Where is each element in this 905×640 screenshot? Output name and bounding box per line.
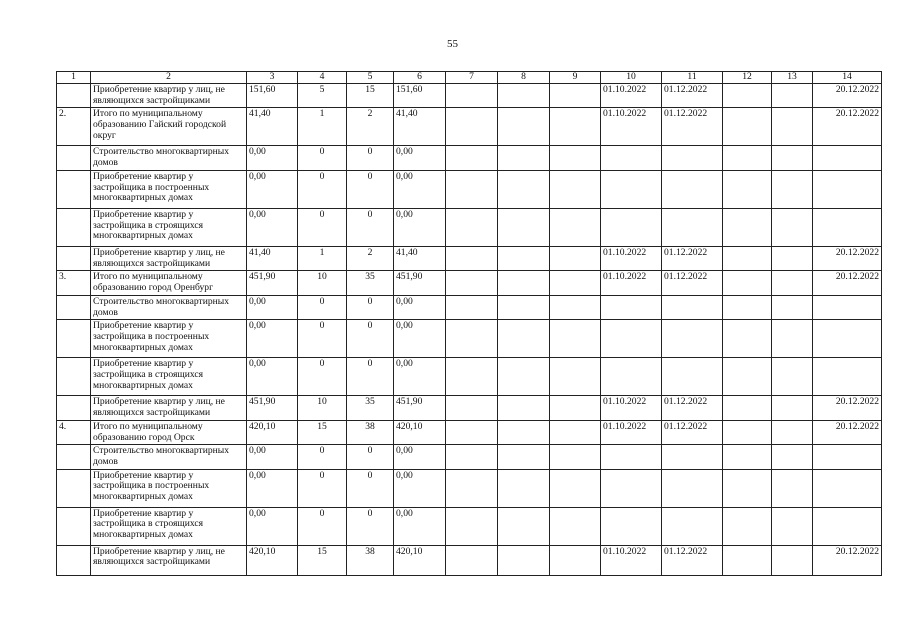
cell-persons: 35 xyxy=(347,396,394,420)
cell-date-final: 20.12.2022 xyxy=(813,396,882,420)
cell-date-end xyxy=(662,208,723,246)
cell-col-12 xyxy=(723,108,772,146)
cell-amount: 151,60 xyxy=(247,84,298,108)
cell-persons: 0 xyxy=(347,445,394,469)
cell-date-final: 20.12.2022 xyxy=(813,108,882,146)
cell-date-final: 20.12.2022 xyxy=(813,271,882,295)
cell-col-9 xyxy=(550,507,601,545)
row-index xyxy=(57,545,91,575)
cell-persons: 38 xyxy=(347,545,394,575)
cell-col-8 xyxy=(498,396,550,420)
cell-col-8 xyxy=(498,507,550,545)
cell-col-13 xyxy=(772,469,813,507)
cell-col-12 xyxy=(723,445,772,469)
cell-amount: 0,00 xyxy=(247,445,298,469)
cell-col-7 xyxy=(446,320,498,358)
row-index xyxy=(57,445,91,469)
column-number-2: 2 xyxy=(91,72,247,84)
cell-date-final: 20.12.2022 xyxy=(813,84,882,108)
cell-col-7 xyxy=(446,271,498,295)
column-number-3: 3 xyxy=(247,72,298,84)
cell-date-start xyxy=(601,507,662,545)
cell-date-final xyxy=(813,358,882,396)
table-row xyxy=(57,146,882,170)
cell-date-final xyxy=(813,320,882,358)
cell-amount-total: 0,00 xyxy=(394,469,446,507)
cell-count: 0 xyxy=(298,445,347,469)
cell-date-end xyxy=(662,146,723,170)
cell-col-8 xyxy=(498,420,550,444)
cell-date-final: 20.12.2022 xyxy=(813,246,882,270)
row-description: Приобретение квартир у застройщика в построенных многоквартирных домах xyxy=(91,320,247,358)
table-row xyxy=(57,469,882,507)
cell-persons: 35 xyxy=(347,271,394,295)
cell-persons: 0 xyxy=(347,358,394,396)
cell-col-13 xyxy=(772,420,813,444)
row-index xyxy=(57,507,91,545)
cell-date-end xyxy=(662,295,723,319)
table-row xyxy=(57,396,882,420)
cell-col-9 xyxy=(550,170,601,208)
cell-col-7 xyxy=(446,507,498,545)
column-number-14: 14 xyxy=(813,72,882,84)
column-number-6: 6 xyxy=(394,72,446,84)
cell-amount: 0,00 xyxy=(247,507,298,545)
cell-date-end: 01.12.2022 xyxy=(662,84,723,108)
cell-persons: 0 xyxy=(347,146,394,170)
cell-col-13 xyxy=(772,545,813,575)
cell-col-12 xyxy=(723,545,772,575)
cell-date-start: 01.10.2022 xyxy=(601,108,662,146)
cell-col-7 xyxy=(446,469,498,507)
cell-date-final xyxy=(813,170,882,208)
cell-col-8 xyxy=(498,271,550,295)
cell-col-8 xyxy=(498,246,550,270)
cell-col-13 xyxy=(772,108,813,146)
cell-date-start xyxy=(601,358,662,396)
cell-col-9 xyxy=(550,445,601,469)
cell-col-13 xyxy=(772,295,813,319)
cell-amount: 0,00 xyxy=(247,469,298,507)
column-number-12: 12 xyxy=(723,72,772,84)
cell-col-13 xyxy=(772,208,813,246)
page-number: 55 xyxy=(447,38,458,50)
cell-col-7 xyxy=(446,545,498,575)
cell-amount-total: 420,10 xyxy=(394,545,446,575)
cell-amount-total: 0,00 xyxy=(394,445,446,469)
row-description: Итого по муниципальному образованию город Орск xyxy=(91,420,247,444)
cell-col-7 xyxy=(446,396,498,420)
table-row xyxy=(57,445,882,469)
row-description: Приобретение квартир у застройщика в построенных многоквартирных домах xyxy=(91,469,247,507)
cell-col-8 xyxy=(498,208,550,246)
column-number-13: 13 xyxy=(772,72,813,84)
cell-col-7 xyxy=(446,146,498,170)
cell-date-end: 01.12.2022 xyxy=(662,420,723,444)
cell-col-12 xyxy=(723,84,772,108)
table-row xyxy=(57,320,882,358)
cell-date-start: 01.10.2022 xyxy=(601,84,662,108)
cell-date-start: 01.10.2022 xyxy=(601,545,662,575)
cell-date-start xyxy=(601,445,662,469)
cell-date-end: 01.12.2022 xyxy=(662,545,723,575)
cell-persons: 0 xyxy=(347,170,394,208)
cell-col-12 xyxy=(723,295,772,319)
cell-amount-total: 41,40 xyxy=(394,108,446,146)
column-number-header xyxy=(57,72,882,84)
cell-col-12 xyxy=(723,320,772,358)
cell-amount-total: 0,00 xyxy=(394,146,446,170)
column-number-11: 11 xyxy=(662,72,723,84)
cell-col-13 xyxy=(772,507,813,545)
row-index xyxy=(57,170,91,208)
cell-col-12 xyxy=(723,146,772,170)
cell-date-end xyxy=(662,469,723,507)
cell-col-8 xyxy=(498,545,550,575)
row-index xyxy=(57,320,91,358)
cell-count: 0 xyxy=(298,146,347,170)
cell-date-start xyxy=(601,208,662,246)
cell-amount-total: 0,00 xyxy=(394,358,446,396)
row-index xyxy=(57,146,91,170)
table-row xyxy=(57,208,882,246)
column-number-1: 1 xyxy=(57,72,91,84)
cell-date-end xyxy=(662,170,723,208)
column-number-5: 5 xyxy=(347,72,394,84)
table-row xyxy=(57,271,882,295)
cell-date-start: 01.10.2022 xyxy=(601,271,662,295)
cell-col-9 xyxy=(550,420,601,444)
cell-persons: 0 xyxy=(347,469,394,507)
cell-amount: 0,00 xyxy=(247,295,298,319)
row-index: 4. xyxy=(57,420,91,444)
cell-amount-total: 0,00 xyxy=(394,507,446,545)
row-description: Приобретение квартир у застройщика в построенных многоквартирных домах xyxy=(91,170,247,208)
cell-count: 15 xyxy=(298,420,347,444)
column-number-4: 4 xyxy=(298,72,347,84)
row-index xyxy=(57,246,91,270)
cell-count: 0 xyxy=(298,358,347,396)
row-description: Строительство многоквартирных домов xyxy=(91,295,247,319)
cell-col-9 xyxy=(550,208,601,246)
cell-persons: 15 xyxy=(347,84,394,108)
column-number-9: 9 xyxy=(550,72,601,84)
row-index: 2. xyxy=(57,108,91,146)
table-row xyxy=(57,170,882,208)
cell-amount-total: 0,00 xyxy=(394,295,446,319)
cell-col-7 xyxy=(446,208,498,246)
cell-col-9 xyxy=(550,146,601,170)
cell-col-9 xyxy=(550,84,601,108)
cell-persons: 0 xyxy=(347,320,394,358)
row-index xyxy=(57,208,91,246)
table-body xyxy=(57,84,882,576)
cell-col-8 xyxy=(498,469,550,507)
cell-date-final xyxy=(813,208,882,246)
cell-col-12 xyxy=(723,208,772,246)
cell-col-12 xyxy=(723,420,772,444)
table-row xyxy=(57,545,882,575)
row-index xyxy=(57,358,91,396)
cell-col-13 xyxy=(772,358,813,396)
cell-date-end: 01.12.2022 xyxy=(662,246,723,270)
cell-persons: 0 xyxy=(347,295,394,319)
cell-date-end: 01.12.2022 xyxy=(662,271,723,295)
cell-col-9 xyxy=(550,469,601,507)
cell-amount-total: 420,10 xyxy=(394,420,446,444)
cell-col-9 xyxy=(550,320,601,358)
row-index xyxy=(57,295,91,319)
cell-col-9 xyxy=(550,295,601,319)
cell-amount: 0,00 xyxy=(247,208,298,246)
row-description: Приобретение квартир у лиц, не являющихся застройщиками xyxy=(91,84,247,108)
cell-count: 10 xyxy=(298,396,347,420)
row-description: Итого по муниципальному образованию Гайский городской округ xyxy=(91,108,247,146)
row-description: Приобретение квартир у лиц, не являющихся застройщиками xyxy=(91,246,247,270)
cell-col-12 xyxy=(723,271,772,295)
table-row xyxy=(57,295,882,319)
cell-date-final xyxy=(813,445,882,469)
cell-count: 15 xyxy=(298,545,347,575)
row-description: Приобретение квартир у застройщика в строящихся многоквартирных домах xyxy=(91,358,247,396)
column-number-8: 8 xyxy=(498,72,550,84)
table-row xyxy=(57,420,882,444)
cell-date-final xyxy=(813,469,882,507)
cell-col-8 xyxy=(498,108,550,146)
cell-col-7 xyxy=(446,445,498,469)
cell-date-start xyxy=(601,170,662,208)
table-row xyxy=(57,358,882,396)
cell-col-13 xyxy=(772,84,813,108)
cell-col-13 xyxy=(772,170,813,208)
cell-persons: 2 xyxy=(347,108,394,146)
cell-col-8 xyxy=(498,445,550,469)
cell-col-8 xyxy=(498,170,550,208)
cell-col-12 xyxy=(723,246,772,270)
cell-date-start: 01.10.2022 xyxy=(601,246,662,270)
cell-amount-total: 41,40 xyxy=(394,246,446,270)
cell-col-9 xyxy=(550,396,601,420)
cell-date-final xyxy=(813,146,882,170)
cell-col-13 xyxy=(772,146,813,170)
row-description: Итого по муниципальному образованию город Оренбург xyxy=(91,271,247,295)
cell-amount: 41,40 xyxy=(247,108,298,146)
cell-count: 0 xyxy=(298,170,347,208)
cell-col-7 xyxy=(446,295,498,319)
cell-amount: 451,90 xyxy=(247,271,298,295)
cell-amount-total: 151,60 xyxy=(394,84,446,108)
data-table xyxy=(56,71,882,576)
cell-col-8 xyxy=(498,84,550,108)
cell-col-13 xyxy=(772,396,813,420)
cell-col-12 xyxy=(723,396,772,420)
cell-count: 1 xyxy=(298,108,347,146)
column-number-10: 10 xyxy=(601,72,662,84)
cell-date-end: 01.12.2022 xyxy=(662,108,723,146)
cell-col-9 xyxy=(550,108,601,146)
row-index xyxy=(57,396,91,420)
cell-date-start: 01.10.2022 xyxy=(601,420,662,444)
cell-col-8 xyxy=(498,358,550,396)
cell-count: 0 xyxy=(298,469,347,507)
cell-date-final xyxy=(813,295,882,319)
cell-col-9 xyxy=(550,358,601,396)
cell-count: 10 xyxy=(298,271,347,295)
cell-date-final xyxy=(813,507,882,545)
cell-amount-total: 0,00 xyxy=(394,170,446,208)
cell-date-end xyxy=(662,358,723,396)
row-description: Строительство многоквартирных домов xyxy=(91,146,247,170)
cell-count: 0 xyxy=(298,507,347,545)
row-description: Строительство многоквартирных домов xyxy=(91,445,247,469)
column-number-7: 7 xyxy=(446,72,498,84)
cell-date-start xyxy=(601,320,662,358)
cell-amount: 41,40 xyxy=(247,246,298,270)
cell-persons: 38 xyxy=(347,420,394,444)
cell-date-start xyxy=(601,295,662,319)
cell-amount: 420,10 xyxy=(247,420,298,444)
cell-col-7 xyxy=(446,170,498,208)
row-description: Приобретение квартир у лиц, не являющихся застройщиками xyxy=(91,545,247,575)
cell-amount-total: 451,90 xyxy=(394,396,446,420)
cell-col-8 xyxy=(498,295,550,319)
cell-amount-total: 0,00 xyxy=(394,320,446,358)
cell-count: 0 xyxy=(298,208,347,246)
cell-amount: 420,10 xyxy=(247,545,298,575)
cell-date-end xyxy=(662,445,723,469)
cell-count: 5 xyxy=(298,84,347,108)
cell-date-final: 20.12.2022 xyxy=(813,545,882,575)
table-row xyxy=(57,108,882,146)
cell-amount: 0,00 xyxy=(247,146,298,170)
cell-col-13 xyxy=(772,445,813,469)
row-description: Приобретение квартир у застройщика в строящихся многоквартирных домах xyxy=(91,208,247,246)
cell-col-7 xyxy=(446,108,498,146)
cell-date-start: 01.10.2022 xyxy=(601,396,662,420)
table-row xyxy=(57,246,882,270)
cell-count: 1 xyxy=(298,246,347,270)
cell-amount: 451,90 xyxy=(247,396,298,420)
cell-col-9 xyxy=(550,246,601,270)
cell-amount: 0,00 xyxy=(247,320,298,358)
cell-date-end: 01.12.2022 xyxy=(662,396,723,420)
cell-count: 0 xyxy=(298,320,347,358)
cell-date-end xyxy=(662,320,723,358)
cell-col-7 xyxy=(446,420,498,444)
row-description: Приобретение квартир у лиц, не являющихся застройщиками xyxy=(91,396,247,420)
cell-col-12 xyxy=(723,170,772,208)
cell-col-13 xyxy=(772,271,813,295)
cell-col-7 xyxy=(446,358,498,396)
table-row xyxy=(57,84,882,108)
cell-col-13 xyxy=(772,320,813,358)
cell-col-8 xyxy=(498,146,550,170)
cell-col-9 xyxy=(550,545,601,575)
cell-date-end xyxy=(662,507,723,545)
cell-persons: 0 xyxy=(347,208,394,246)
cell-col-12 xyxy=(723,358,772,396)
cell-persons: 2 xyxy=(347,246,394,270)
cell-amount: 0,00 xyxy=(247,170,298,208)
cell-date-start xyxy=(601,469,662,507)
cell-amount: 0,00 xyxy=(247,358,298,396)
table-row xyxy=(57,507,882,545)
cell-col-12 xyxy=(723,507,772,545)
cell-date-final: 20.12.2022 xyxy=(813,420,882,444)
row-index: 3. xyxy=(57,271,91,295)
cell-amount-total: 0,00 xyxy=(394,208,446,246)
cell-col-9 xyxy=(550,271,601,295)
cell-col-12 xyxy=(723,469,772,507)
cell-persons: 0 xyxy=(347,507,394,545)
cell-date-start xyxy=(601,146,662,170)
cell-count: 0 xyxy=(298,295,347,319)
row-index xyxy=(57,469,91,507)
cell-col-8 xyxy=(498,320,550,358)
cell-col-7 xyxy=(446,246,498,270)
cell-col-7 xyxy=(446,84,498,108)
row-index xyxy=(57,84,91,108)
cell-amount-total: 451,90 xyxy=(394,271,446,295)
row-description: Приобретение квартир у застройщика в строящихся многоквартирных домах xyxy=(91,507,247,545)
cell-col-13 xyxy=(772,246,813,270)
